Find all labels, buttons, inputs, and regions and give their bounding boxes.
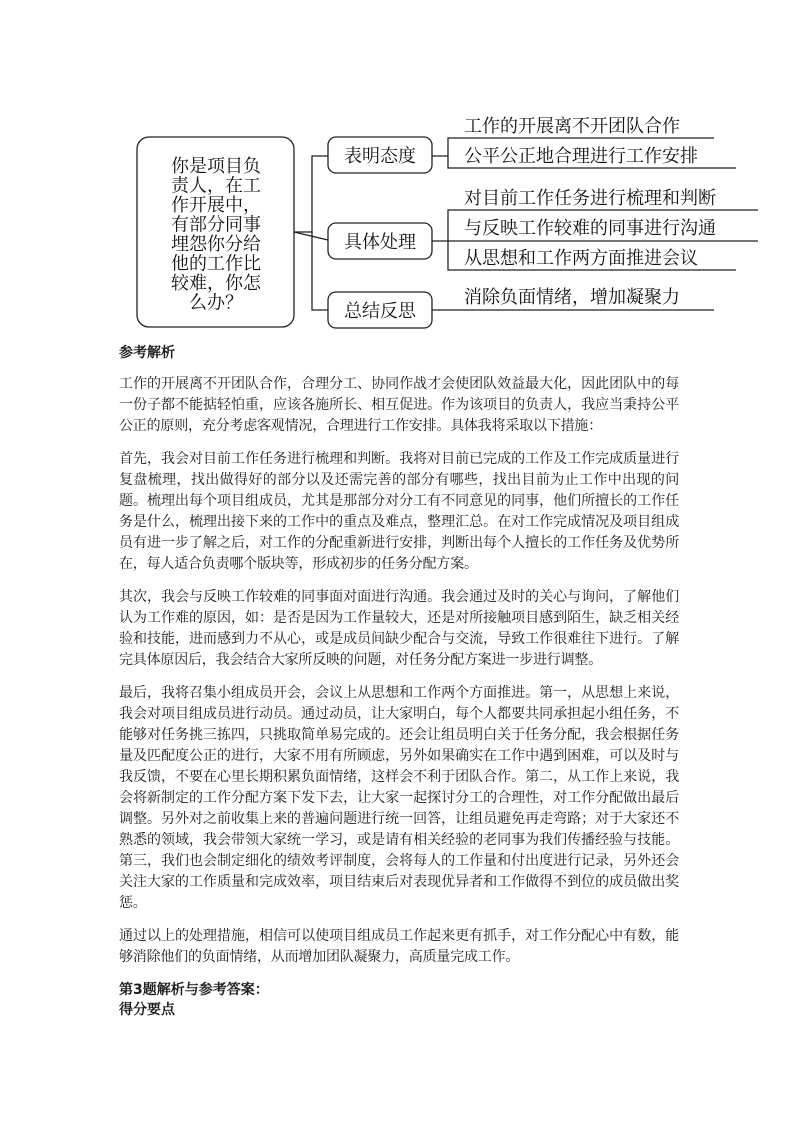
analysis-section: [119, 344, 679, 1020]
root-node-line: 他的工作比: [171, 253, 261, 275]
q3-heading: 第3题解析与参考答案：: [119, 982, 269, 998]
branch-label-handling: 具体处理: [344, 232, 416, 253]
leaf-text-communicate: 与反映工作较难的同事进行沟通: [464, 218, 716, 239]
leaf-connector-2: [432, 210, 458, 270]
analysis-heading: 参考解析: [119, 345, 175, 361]
root-node-line: 有部分同事: [171, 214, 261, 236]
root-node-line: 么办？: [189, 292, 243, 314]
connector-root-branch1: [294, 156, 328, 232]
root-node-line: 作开展中，: [171, 195, 261, 216]
root-node-line: 埋怨你分给: [171, 234, 261, 255]
root-node-text: [171, 156, 262, 314]
branch-label-attitude: 表明态度: [344, 146, 416, 167]
leaf-connector-1: [432, 138, 458, 168]
analysis-paragraph-first: 首先，我会对目前工作任务进行梳理和判断。我将对目前已完成的工作及工作完成质量进行复盘梳理，找出做得好的部分以及还需完善的部分有哪些，找出目前为止工作中出现的问题。梳理出每个项目组成员，尤其是那部分对分工有不同意见的同事，他们所擅长的工作任务是什么，梳理出接下来的工作中的重点及难点，整理汇总。在对工作完成情况及项目组成员有进一步了解之后，对工作的分配重新进行安排，判断出每个人擅长的工作任务及优势所在，每人适合负责哪个版块等，形成初步的任务分配方案。: [119, 451, 679, 572]
connector-root-branch2: [294, 232, 328, 240]
root-node-line: 你是项目负: [171, 156, 261, 177]
root-node-line: 较难，你怎: [171, 273, 261, 294]
connector-root-branch3: [312, 232, 328, 310]
leaf-text-meeting: 从思想和工作两方面推进会议: [464, 248, 698, 269]
analysis-paragraph-second: 其次，我会与反映工作较难的同事面对面进行沟通。我会通过及时的关心与询问，了解他们认为工作难的原因，如：是否是因为工作量较大，还是对所接触项目感到陌生，缺乏相关经验和技能，进而感到力不从心，或是成员间缺少配合与交流，导致工作很难往下进行。了解完具体原因后，我会结合大家所反映的问题，对任务分配方案进一步进行调整。: [119, 589, 679, 668]
branch-label-summary: 总结反思: [344, 301, 416, 322]
root-node-line: 责人，在工: [171, 175, 261, 197]
q3-subheading: 得分要点: [119, 1002, 175, 1018]
leaf-text-sort-tasks: 对目前工作任务进行梳理和判断: [464, 188, 716, 209]
analysis-paragraph-intro: 工作的开展离不开团队合作，合理分工、协同作战才会使团队效益最大化，因此团队中的每一份子都不能掂轻怕重，应该各施所长、相互促进。作为该项目的负责人，我应当秉持公平公正的原则，充分考虑客观情况，合理进行工作安排。具体我将采取以下措施：: [119, 376, 679, 434]
leaf-text-teamwork: 工作的开展离不开团队合作: [464, 116, 680, 137]
analysis-paragraph-conclusion: 通过以上的处理措施，相信可以使项目组成员工作起来更有抓手，对工作分配心中有数，能够消除他们的负面情绪，从而增加团队凝聚力，高质量完成工作。: [119, 928, 679, 965]
leaf-text-cohesion: 消除负面情绪，增加凝聚力: [464, 287, 680, 308]
analysis-paragraph-last: 最后，我将召集小组成员开会，会议上从思想和工作两个方面推进。第一，从思想上来说，我会对项目组成员进行动员。通过动员，让大家明白，每个人都要共同承担起小组任务，不能够对任务挑三拣四，只挑取简单易完成的。还会让组员明白关于任务分配，我会根据任务量及匹配度公正的进行，大家不用有所顾虑，另外如果确实在工作中遇到困难，可以及时与我反馈，不要在心里长期积累负面情绪，这样会不利于团队合作。第二，从工作上来说，我会将新制定的工作分配方案下发下去，让大家一起探讨分工的合理性，对工作分配做出最后调整。另外对之前收集上来的普遍问题进行统一回答，让组员避免再走弯路；对于大家还不熟悉的领域，我会带领大家统一学习，或是请有相关经验的老同事为我们传播经验与技能。第三，我们也会制定细化的绩效考评制度，会将每人的工作量和付出度进行记录，另外还会关注大家的工作质量和完成效率，项目结束后对表现优异者和工作做得不到位的成员做出奖惩。: [119, 685, 679, 911]
mind-map: [0, 0, 794, 340]
leaf-text-fair-arrangement: 公平公正地合理进行工作安排: [464, 146, 698, 167]
